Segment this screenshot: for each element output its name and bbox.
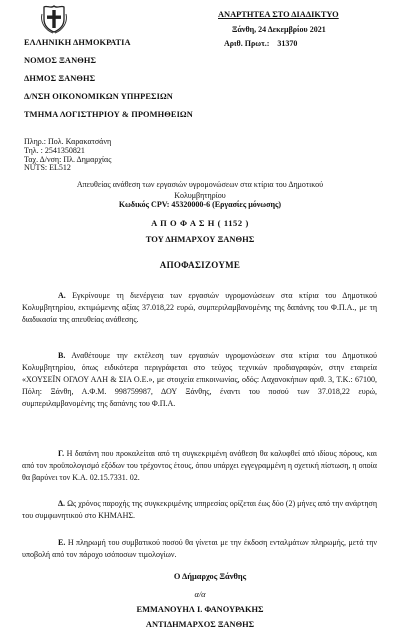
decision-title: Α Π Ο Φ Α Σ Η ( 1152 ) xyxy=(151,218,249,228)
paragraph-c-text: Η δαπάνη που προκαλείται από τη συγκεκριμένη ανάθεση θα καλυφθεί από ιδίους πόρους, και από τον προϋπολογισμό εξόδων του τρέχοντος έτους, όπου υπάρχει εγγεγραμμένη η σχετική πίστωση, η οποία θα βαρύνει τον Κ.Α. 02.15.7331. 02. xyxy=(22,449,378,482)
paragraph-c-label: Γ. xyxy=(58,449,65,458)
issuer-republic: ΕΛΛΗΝΙΚΗ ΔΗΜΟΚΡΑΤΙΑ xyxy=(24,38,131,47)
protocol-number xyxy=(224,39,388,48)
signatory-name: ΕΜΜΑΝΟΥΗΛ Ι. ΦΑΝΟΥΡΑΚΗΣ xyxy=(136,605,264,614)
issuer-directorate: Δ/ΝΣΗ ΟΙΚΟΝΟΜΙΚΩΝ ΥΠΗΡΕΣΙΩΝ xyxy=(24,92,173,101)
paragraph-a xyxy=(22,290,377,326)
signature-title xyxy=(0,572,400,581)
issuer-block xyxy=(24,34,224,124)
contact-phone: Τηλ. : 2541350821 xyxy=(24,145,85,155)
signatory-role: ΑΝΤΙΔΗΜΑΡΧΟΣ ΞΑΝΘΗΣ xyxy=(145,620,255,629)
paragraph-a-label: Α. xyxy=(58,291,66,300)
paragraph-d-label: Δ. xyxy=(58,499,66,508)
contact-block xyxy=(24,138,111,173)
paragraph-b xyxy=(22,350,377,410)
paragraph-e-label: Ε. xyxy=(58,538,66,547)
paragraph-b-text: Αναθέτουμε την εκτέλεση των εργασιών υγρομονώσεων στα κτίρια του Δημοτικού Κολυμβητηρίου, όπως ειδικότερα περιγράφεται στο τεύχος τεχνικών προδιαγραφών, στην εταιρεία «ΧΟΥΣΕΪΝ ΟΓΛΟΥ ΑΛΗ & ΣΙΑ Ο.Ε.», με στοιχεία επικοινωνίας, οδός: Λαχανοκήπων αριθ. 3, Τ.Κ.: 67100, Πόλη: Ξάνθη, Α.Φ.Μ. 998759987, ΔΟΥ Ξάνθης, έναντι του ποσού των 37.018,22 ευρώ, συμπεριλαμβανομένης της δαπάνης του Φ.Π.Α. xyxy=(22,351,378,408)
paragraph-c xyxy=(22,448,377,484)
paragraph-d-text: Ως χρόνος παροχής της συγκεκριμένης υπηρεσίας ορίζεται έως δύο (2) μήνες από την ανάρτηση του συμφωνητικού στο ΚΗΜΑΗΣ. xyxy=(22,499,378,520)
cpv-code: Κωδικός CPV: 45320000-6 (Εργασίες μόνωσης) xyxy=(118,200,282,209)
paragraph-e xyxy=(22,537,377,561)
protocol-value: 31370 xyxy=(277,39,298,48)
decision-issuer: ΤΟΥ ΔΗΜΑΡΧΟΥ ΞΑΝΘΗΣ xyxy=(145,234,255,244)
paragraph-d xyxy=(22,498,377,522)
paragraph-a-text: Εγκρίνουμε τη διενέργεια των εργασιών υγρομονώσεων στα κτίρια του Δημοτικού Κολυμβητηρίου, εκτιμώμενης αξίας 37.018,22 ευρώ, συμπεριλαμβανομένης της δαπάνης του Φ.Π.Α., με τη διαδικασία της απευθείας ανάθεσης. xyxy=(22,291,377,324)
signature-title-text: Ο Δήμαρχος Ξάνθης xyxy=(173,572,247,581)
paragraph-b-label: Β. xyxy=(58,351,66,360)
issuer-department: ΤΜΗΜΑ ΛΟΓΙΣΤΗΡΙΟΥ & ΠΡΟΜΗΘΕΙΩΝ xyxy=(24,110,193,119)
document-date: Ξάνθη, 24 Δεκεμβρίου 2021 xyxy=(232,25,326,34)
subject-text xyxy=(0,179,400,201)
issuer-prefecture: ΝΟΜΟΣ ΞΑΝΘΗΣ xyxy=(24,56,97,65)
posting-block xyxy=(218,10,388,48)
contact-nuts: NUTS: EL512 xyxy=(24,163,71,173)
signature-delegation: α/α xyxy=(194,590,206,599)
subject-line-1: Απευθείας ανάθεση των εργασιών υγρομονώσεων στα κτίρια του Δημοτικού xyxy=(76,180,324,189)
posting-title: ΑΝΑΡΤΗΤΕΑ ΣΤΟ ΔΙΑΔΙΚΤΥΟ xyxy=(218,10,339,19)
subject-line-2: Κολυμβητηρίου xyxy=(174,191,226,200)
decision-heading: ΑΠΟΦΑΣΙΖΟΥΜΕ xyxy=(159,260,241,270)
contact-address: Ταχ. Δ/νση: Πλ. Δημαρχίας xyxy=(24,154,112,164)
protocol-label: Αριθ. Πρωτ.: xyxy=(224,39,270,48)
issuer-municipality: ΔΗΜΟΣ ΞΑΝΘΗΣ xyxy=(24,74,96,83)
paragraph-e-text: Η πληρωμή του συμβατικού ποσού θα γίνεται με την έκδοση ενταλμάτων πληρωμής, μετά την υποβολή από τον πάροχο ισόποσων τιμολογίων. xyxy=(22,538,378,559)
contact-info: Πληρ.: Πολ. Καρακατσάνη xyxy=(24,137,112,146)
greek-emblem-icon xyxy=(41,4,67,34)
